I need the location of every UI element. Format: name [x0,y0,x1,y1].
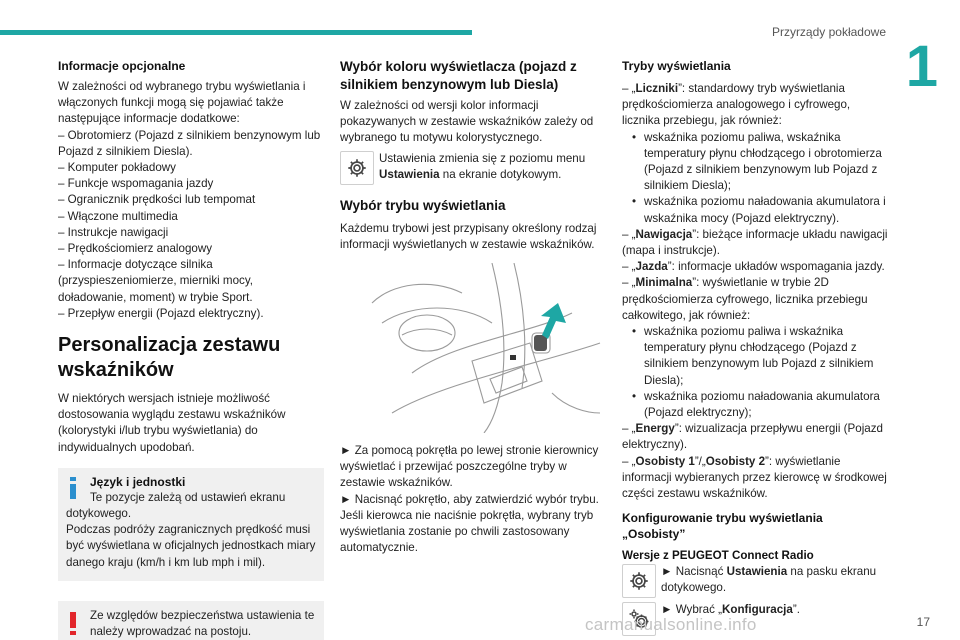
optional-info-list [58,128,324,322]
mode-choice-text: Każdemu trybowi jest przypisany określony rodzaj informacji wyświetlanych w zestawie wskaźników. [340,221,597,251]
list-item: – Obrotomierz (Pojazd z silnikiem benzynowym lub Pojazd z silnikiem Diesla). [58,128,321,158]
settings-instruction [340,151,602,185]
column-left [58,58,324,640]
mode-step-3: Jeśli kierowca nie naciśnie pokrętła, wybrany tryb wyświetlania zostanie po chwili zastosowany automatycznie. [340,508,594,555]
column-middle [340,58,602,556]
list-item: • wskaźnika poziomu paliwa, wskaźnika temperatury płynu chłodzącego i obrotomierza (Pojazd z silnikiem benzynowym lub Pojazd z silnikiem Diesla); [622,130,888,195]
configure-title: Konfigurowanie trybu wyświetlania „Osobisty” [622,511,823,542]
mode-choice-title: Wybór trybu wyświetlania [340,197,506,213]
personalization-text: W niektórych wersjach istnieje możliwość dostosowania wyglądu zestawu wskaźników (kolorystyki i/lub trybu wyświetlania) do indywidualnych upodobań. [58,392,286,454]
info-note-box [58,468,324,581]
mode-liczniki: – „Liczniki”: standardowy tryb wyświetlania prędkościomierza analogowego i cyfrowego, licznika przebiegu, jak również: [622,82,851,128]
info-icon [70,477,76,499]
configure-step-1-text: ► Nacisnąć Ustawienia na pasku ekranu dotykowego. [661,565,877,595]
color-choice-title: Wybór koloru wyświetlacza (pojazd z silnikiem benzynowym lub Diesla) [340,59,577,92]
language-note-title: Język i jednostki [90,474,186,489]
list-item: • wskaźnika poziomu paliwa i wskaźnika temperatury płynu chłodzącego (Pojazd z silnikiem benzynowym lub Pojazd z silnikiem Diesla); [622,324,888,389]
mode-step-1: ► Za pomocą pokrętła po lewej stronie kierownicy wyświetlać i przewijać poszczególne tryby w zestawie wskaźników. [340,444,599,490]
column-right [622,58,888,640]
page-number: 17 [916,615,930,629]
configure-step-2-text: ► Wybrać „Konfiguracja”. [661,603,800,617]
list-item: – Instrukcje nawigacji [58,225,169,239]
mode-step-2: ► Nacisnąć pokrętło, aby zatwierdzić wybór trybu. [340,492,599,506]
section-title: Przyrządy pokładowe [771,25,886,39]
optional-info-intro: W zależności od wybranego trybu wyświetlania i włączonych funkcji mogą się pojawiać także następujące informacje dodatkowe: [58,80,306,126]
color-choice-text: W zależności od wersji kolor informacji pokazywanych w zestawie wskaźników zależy od wybranego tu motywu kolorystycznego. [340,99,594,145]
watermark: carmanualsonline.info [585,615,757,634]
chapter-number: 1 [905,34,938,99]
modes-title: Tryby wyświetlania [622,59,731,73]
mode-energy: – „Energy”: wizualizacja przepływu energii (Pojazd elektryczny). [622,422,883,452]
list-item: – Komputer pokładowy [58,161,176,175]
mode-jazda: – „Jazda”: informacje układów wspomagania jazdy. [622,260,885,274]
gear-icon [622,564,656,598]
safety-note-text: Ze względów bezpieczeństwa ustawienia te należy wprowadzać na postoju. [90,608,315,639]
warning-note-box [58,601,324,640]
settings-instruction-text: Ustawienia zmienia się z poziomu menu Ustawienia na ekranie dotykowym. [379,151,586,181]
list-item: – Funkcje wspomagania jazdy [58,177,214,191]
mode-nawigacja: – „Nawigacja”: bieżące informacje układu nawigacji (mapa i instrukcje). [622,227,888,258]
list-item: – Włączone multimedia [58,209,178,223]
configure-step-1 [622,564,888,598]
warning-icon [70,612,76,636]
language-note-line1: Te pozycje zależą od ustawień ekranu dotykowego. [66,490,286,521]
optional-info-title: Informacje opcjonalne [58,59,186,73]
configure-subtitle: Wersje z PEUGEOT Connect Radio [622,549,814,563]
gear-icon [340,151,374,185]
list-item: • wskaźnika poziomu naładowania akumulatora i wskaźnika mocy (Pojazd elektryczny). [622,194,888,226]
list-item: – Prędkościomierz analogowy [58,242,213,256]
personalization-title: Personalizacja zestawu wskaźników [58,334,281,382]
list-item: – Informacje dotyczące silnika (przyspieszeniomierze, mierniki mocy, doładowanie, moment) w trybie Sport. [58,258,253,304]
header-accent-bar [0,30,472,35]
list-item: • wskaźnika poziomu naładowania akumulatora (Pojazd elektryczny); [622,389,888,421]
list-item: – Ogranicznik prędkości lub tempomat [58,193,256,207]
steering-wheel-illustration [352,263,602,433]
list-item: – Przepływ energii (Pojazd elektryczny). [58,306,264,320]
mode-minimalna: – „Minimalna”: wyświetlanie w trybie 2D prędkościomierza cyfrowego, licznika przebiegu całkowitego, jak również: [622,276,868,322]
language-note-line2: Podczas podróży zagranicznych prędkość musi być wyświetlana w oficjalnych jednostkach miary danego kraju (km/h i km lub mph i mil). [66,523,316,569]
mode-osobisty: – „Osobisty 1”/„Osobisty 2”: wyświetlanie informacji wybieranych przez kierowcę w środkowej części zestawu wskaźników. [622,454,887,501]
